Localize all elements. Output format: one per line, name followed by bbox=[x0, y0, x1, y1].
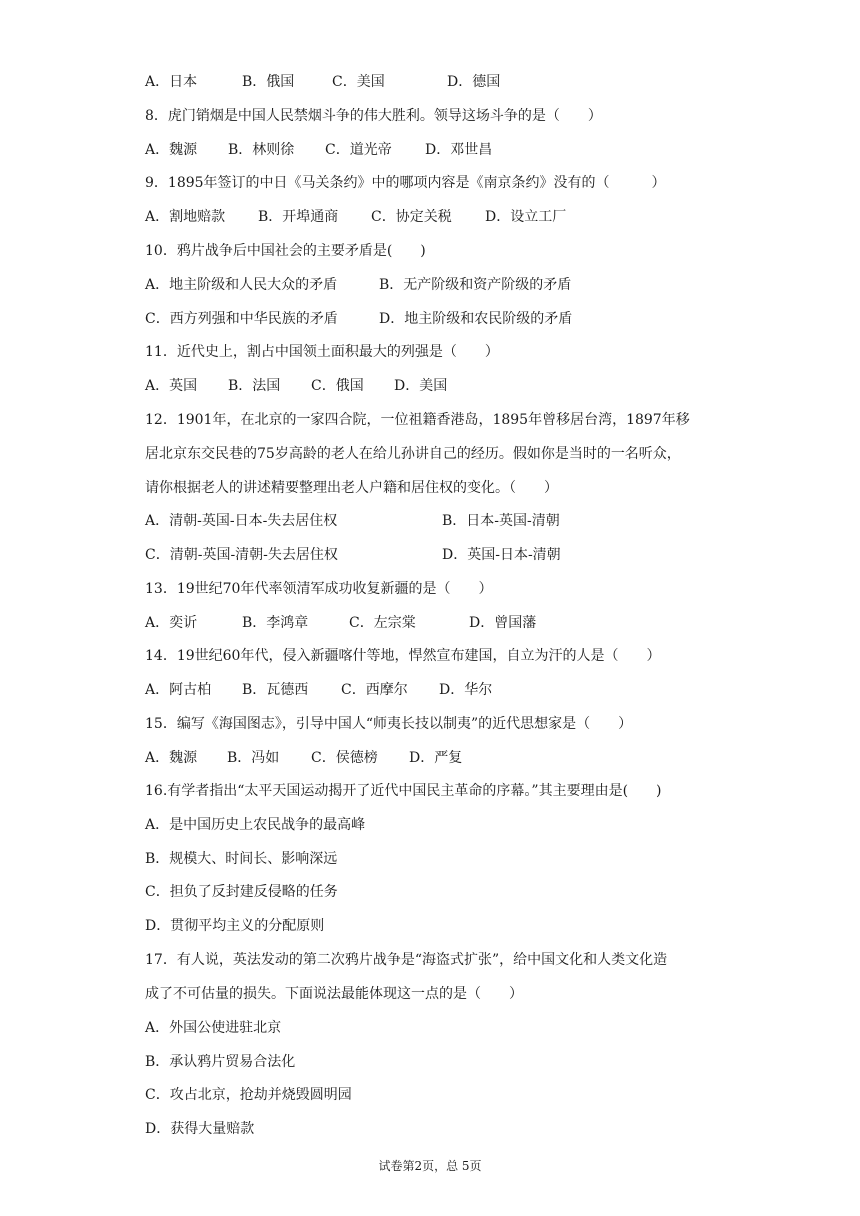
q11-stem: 11．近代史上，割占中国领土面积最大的列强是（ ） bbox=[145, 344, 499, 360]
q17-option-d: D．获得大量赔款 bbox=[145, 1121, 255, 1137]
q14-option-d: D．华尔 bbox=[439, 682, 493, 698]
q10-option-b: B．无产阶级和资产阶级的矛盾 bbox=[379, 277, 572, 293]
q8-option-a: A．魏源 bbox=[145, 142, 198, 158]
q8-option-d: D．邓世昌 bbox=[425, 142, 493, 158]
q7-option-a: A．日本 bbox=[145, 74, 198, 90]
q16-option-d: D．贯彻平均主义的分配原则 bbox=[145, 918, 325, 934]
q9-option-b: B．开埠通商 bbox=[258, 209, 339, 225]
q9-stem: 9．1895年签订的中日《马关条约》中的哪项内容是《南京条约》没有的（ ） bbox=[145, 175, 666, 191]
q15-stem: 15．编写《海国图志》，引导中国人“师夷长技以制夷”的近代思想家是（ ） bbox=[145, 716, 633, 732]
q9-option-d: D．设立工厂 bbox=[485, 209, 567, 225]
q17-stem-line1: 17．有人说，英法发动的第二次鸦片战争是“海盗式扩张”，给中国文化和人类文化造 bbox=[145, 952, 668, 968]
q13-option-d: D．曾国藩 bbox=[469, 615, 537, 631]
q13-option-b: B．李鸿章 bbox=[242, 615, 309, 631]
q10-stem: 10．鸦片战争后中国社会的主要矛盾是( ) bbox=[145, 243, 426, 259]
q12-stem-line3: 请你根据老人的讲述精要整理出老人户籍和居住权的变化。（ ） bbox=[145, 480, 558, 496]
q15-option-a: A．魏源 bbox=[145, 750, 198, 766]
q12-option-b: B．日本-英国-清朝 bbox=[442, 513, 560, 529]
q9-option-a: A．割地赔款 bbox=[145, 209, 226, 225]
q12-stem-line2: 居北京东交民巷的75岁高龄的老人在给儿孙讲自己的经历。假如你是当时的一名听众， bbox=[145, 446, 681, 462]
q16-option-a: A．是中国历史上农民战争的最高峰 bbox=[145, 817, 366, 833]
q12-option-a: A．清朝-英国-日本-失去居住权 bbox=[145, 513, 338, 529]
q13-option-c: C．左宗棠 bbox=[349, 615, 416, 631]
q13-option-a: A．奕䜣 bbox=[145, 615, 198, 631]
q14-option-b: B．瓦德西 bbox=[242, 682, 309, 698]
q10-option-c: C．西方列强和中华民族的矛盾 bbox=[145, 311, 338, 327]
q7-option-c: C．美国 bbox=[332, 74, 385, 90]
page-footer: 试卷第2页，总 5页 bbox=[378, 1159, 482, 1173]
q8-option-c: C．道光帝 bbox=[325, 142, 392, 158]
q11-option-a: A．英国 bbox=[145, 378, 198, 394]
q8-option-b: B．林则徐 bbox=[228, 142, 295, 158]
q13-stem: 13．19世纪70年代率领清军成功收复新疆的是（ ） bbox=[145, 581, 493, 597]
q16-option-b: B．规模大、时间长、影响深远 bbox=[145, 851, 338, 867]
q11-option-d: D．美国 bbox=[394, 378, 448, 394]
q7-option-d: D．德国 bbox=[447, 74, 501, 90]
q14-stem: 14．19世纪60年代，侵入新疆喀什等地，悍然宣布建国，自立为汗的人是（ ） bbox=[145, 648, 661, 664]
q14-option-c: C．西摩尔 bbox=[341, 682, 408, 698]
q11-option-c: C．俄国 bbox=[311, 378, 364, 394]
q17-option-c: C．攻占北京，抢劫并烧毁圆明园 bbox=[145, 1087, 352, 1103]
q17-option-a: A．外国公使进驻北京 bbox=[145, 1020, 282, 1036]
q17-stem-line2: 成了不可估量的损失。下面说法最能体现这一点的是（ ） bbox=[145, 986, 523, 1002]
q15-option-c: C．侯德榜 bbox=[311, 750, 378, 766]
q14-option-a: A．阿古柏 bbox=[145, 682, 212, 698]
q12-option-d: D．英国-日本-清朝 bbox=[442, 547, 561, 563]
q10-option-a: A．地主阶级和人民大众的矛盾 bbox=[145, 277, 338, 293]
q16-stem: 16.有学者指出“太平天国运动揭开了近代中国民主革命的序幕。”其主要理由是( ) bbox=[145, 783, 662, 799]
q17-option-b: B．承认鸦片贸易合法化 bbox=[145, 1054, 296, 1070]
q16-option-c: C．担负了反封建反侵略的任务 bbox=[145, 884, 338, 900]
q11-option-b: B．法国 bbox=[228, 378, 281, 394]
q9-option-c: C．协定关税 bbox=[371, 209, 452, 225]
q12-option-c: C．清朝-英国-清朝-失去居住权 bbox=[145, 547, 338, 563]
q15-option-b: B．冯如 bbox=[227, 750, 280, 766]
q10-option-d: D．地主阶级和农民阶级的矛盾 bbox=[379, 311, 573, 327]
q15-option-d: D．严复 bbox=[409, 750, 463, 766]
q12-stem-line1: 12．1901年，在北京的一家四合院，一位祖籍香港岛，1895年曾移居台湾，1897年移 bbox=[145, 412, 690, 428]
q8-stem: 8．虎门销烟是中国人民禁烟斗争的伟大胜利。领导这场斗争的是（ ） bbox=[145, 108, 602, 124]
q7-option-b: B．俄国 bbox=[242, 74, 295, 90]
